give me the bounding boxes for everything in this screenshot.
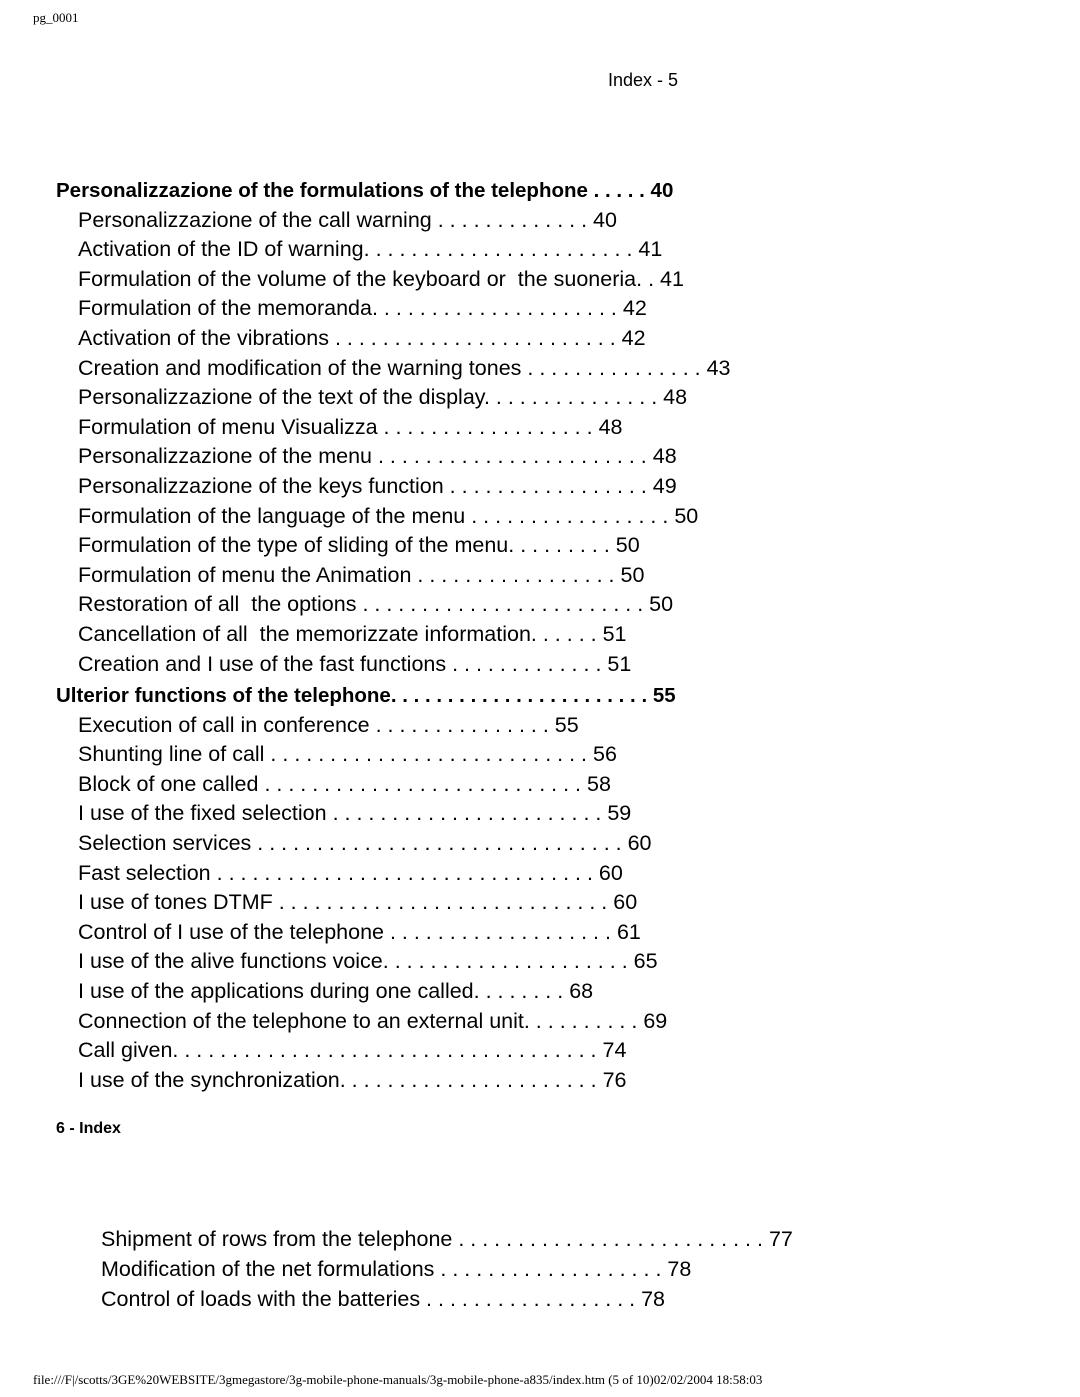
toc-entry: Creation and I use of the fast functions . . . . . . . . . . . . . 51 — [78, 651, 632, 676]
toc-entry: Formulation of the memoranda. . . . . . . . . . . . . . . . . . . . . 42 — [78, 296, 647, 321]
toc-entry: Formulation of the type of sliding of the menu. . . . . . . . . 50 — [78, 533, 640, 558]
page-footer-index: 6 - Index — [56, 1120, 121, 1137]
toc-entry: I use of the alive functions voice. . . . . . . . . . . . . . . . . . . . . 65 — [78, 949, 658, 974]
toc-entry: Formulation of the volume of the keyboard or the suoneria. . 41 — [78, 266, 684, 291]
toc-entry: I use of the applications during one called. . . . . . . . 68 — [78, 979, 594, 1004]
toc-entry: I use of the fixed selection . . . . . . . . . . . . . . . . . . . . . . . 59 — [78, 801, 632, 826]
toc-entry: Cancellation of all the memorizzate information. . . . . . 51 — [78, 621, 627, 646]
toc-entry: Shunting line of call . . . . . . . . . . . . . . . . . . . . . . . . . . . 56 — [78, 742, 617, 767]
toc-entry: Formulation of menu Visualizza . . . . . . . . . . . . . . . . . . 48 — [78, 414, 623, 439]
toc-entry: Control of I use of the telephone . . . . . . . . . . . . . . . . . . . 61 — [78, 919, 641, 944]
toc-entry: Personalizzazione of the text of the display. . . . . . . . . . . . . . . 48 — [78, 385, 688, 410]
toc-entry: Call given. . . . . . . . . . . . . . . . . . . . . . . . . . . . . . . . . . . . 74 — [78, 1038, 627, 1063]
toc-entry: Formulation of the language of the menu . . . . . . . . . . . . . . . . . 50 — [78, 503, 699, 528]
toc-entry: Connection of the telephone to an external unit. . . . . . . . . . 69 — [78, 1008, 668, 1033]
page-label: pg_0001 — [33, 10, 79, 25]
toc-entry: Formulation of menu the Animation . . . . . . . . . . . . . . . . . 50 — [78, 562, 645, 587]
page-header: Index - 5 — [608, 70, 679, 90]
toc-entry: Personalizzazione of the keys function . . . . . . . . . . . . . . . . . 49 — [78, 473, 677, 498]
toc-entry: Modification of the net formulations . . . . . . . . . . . . . . . . . . . 78 — [101, 1257, 692, 1281]
toc-entry: Activation of the vibrations . . . . . . . . . . . . . . . . . . . . . . . . 42 — [78, 325, 646, 350]
toc-entry: Restoration of all the options . . . . . . . . . . . . . . . . . . . . . . . . 50 — [78, 592, 674, 617]
toc-entry: Block of one called . . . . . . . . . . . . . . . . . . . . . . . . . . . 58 — [78, 771, 611, 796]
table-of-contents-continued — [101, 1224, 1041, 1314]
file-path: file:///F|/scotts/3GE%20WEBSITE/3gmegastore/3g-mobile-phone-manuals/3g-mobile-phone-a835/index.htm (5 of 10)02/02/2004 18:58:03 — [33, 1372, 763, 1387]
toc-entry: Fast selection . . . . . . . . . . . . . . . . . . . . . . . . . . . . . . . . 60 — [78, 860, 623, 885]
toc-entry: Execution of call in conference . . . . . . . . . . . . . . . 55 — [78, 712, 579, 737]
toc-entry: I use of the synchronization. . . . . . . . . . . . . . . . . . . . . . 76 — [78, 1067, 627, 1092]
toc-entry: Control of loads with the batteries . . . . . . . . . . . . . . . . . . 78 — [101, 1287, 666, 1311]
toc-section-heading: Personalizzazione of the formulations of the telephone . . . . . 40 — [56, 179, 674, 202]
toc-entry: Selection services . . . . . . . . . . . . . . . . . . . . . . . . . . . . . . . 60 — [78, 831, 652, 856]
toc-entry: Personalizzazione of the call warning . . . . . . . . . . . . . 40 — [78, 207, 617, 232]
toc-section-heading: Ulterior functions of the telephone. . . . . . . . . . . . . . . . . . . . . . . 55 — [56, 684, 676, 708]
toc-entry: I use of tones DTMF . . . . . . . . . . . . . . . . . . . . . . . . . . . . 60 — [78, 890, 638, 915]
toc-entry: Personalizzazione of the menu . . . . . . . . . . . . . . . . . . . . . . . 48 — [78, 444, 677, 469]
toc-entry: Creation and modification of the warning tones . . . . . . . . . . . . . . . 43 — [78, 355, 731, 380]
toc-entry: Shipment of rows from the telephone . . . . . . . . . . . . . . . . . . . . . . . . . . 77 — [101, 1227, 793, 1251]
toc-entry: Activation of the ID of warning. . . . . . . . . . . . . . . . . . . . . . . 41 — [78, 237, 663, 262]
table-of-contents — [56, 176, 1036, 1095]
